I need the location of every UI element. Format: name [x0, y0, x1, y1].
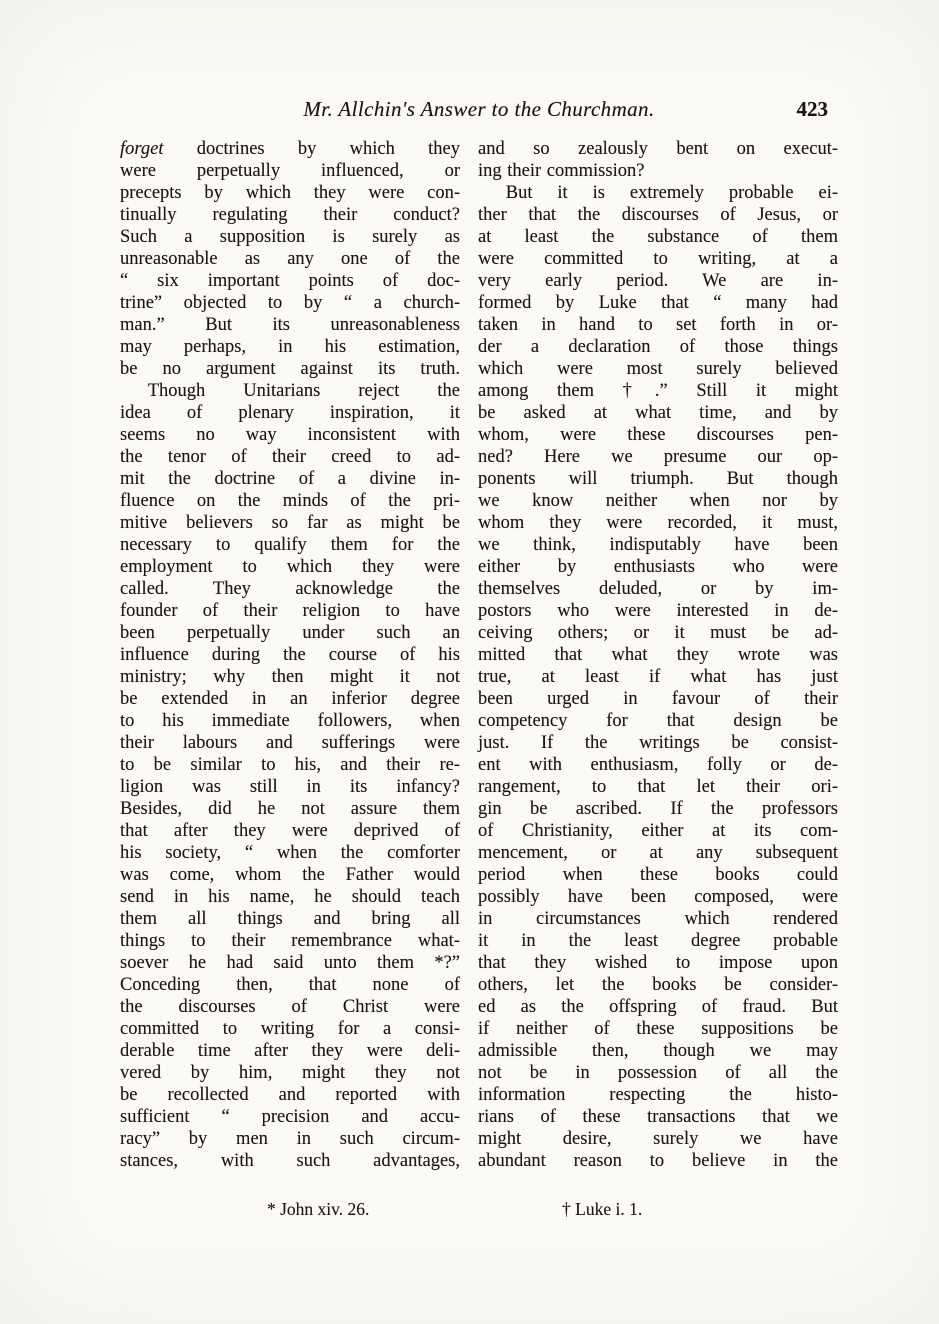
text-line: the tenor of their creed to ad-	[120, 447, 460, 467]
text-line: it in the least degree probable	[478, 931, 838, 951]
text-line: possibly have been composed, were	[478, 887, 838, 907]
text-line: soever he had said unto them *?”	[120, 953, 460, 973]
text-line: unreasonable as any one of the	[120, 249, 460, 269]
text-line: in circumstances which rendered	[478, 909, 838, 929]
right-column	[478, 138, 838, 1172]
text-line: to his immediate followers, when	[120, 711, 460, 731]
text-line: that they wished to impose upon	[478, 953, 838, 973]
text-line: gin be ascribed. If the professors	[478, 799, 838, 819]
text-line: racy” by men in such circum-	[120, 1129, 460, 1149]
page-number: 423	[796, 97, 828, 121]
text-line: ned? Here we presume our op-	[478, 447, 838, 467]
text-line: ther that the discourses of Jesus, or	[478, 205, 838, 225]
text-line: ligion was still in its infancy?	[120, 777, 460, 797]
text-line: send in his name, he should teach	[120, 887, 460, 907]
text-line: were committed to writing, at a	[478, 249, 838, 269]
text-line: just. If the writings be consist-	[478, 733, 838, 753]
text-line: abundant reason to believe in the	[478, 1151, 838, 1171]
text-line: been urged in favour of their	[478, 689, 838, 709]
text-line: we think, indisputably have been	[478, 535, 838, 555]
left-column	[120, 138, 460, 1172]
text-line: and so zealously bent on execut-	[478, 139, 838, 159]
text-line: competency for that design be	[478, 711, 838, 731]
text-line: postors who were interested in de-	[478, 601, 838, 621]
text-line: “ six important points of doc-	[120, 271, 460, 291]
text-line: be recollected and reported with	[120, 1085, 460, 1105]
text-line: precepts by which they were con-	[120, 183, 460, 203]
text-line: whom they were recorded, it must,	[478, 513, 838, 533]
text-line: Besides, did he not assure them	[120, 799, 460, 819]
text-line: the discourses of Christ were	[120, 997, 460, 1017]
text-line: influence during the course of his	[120, 645, 460, 665]
text-line: admissible then, though we may	[478, 1041, 838, 1061]
text-line: Such a supposition is surely as	[120, 227, 460, 247]
page-title: Mr. Allchin's Answer to the Churchman.	[303, 97, 655, 121]
text-line: we know neither when nor by	[478, 491, 838, 511]
text-line: them all things and bring all	[120, 909, 460, 929]
text-line: not be in possession of all the	[478, 1063, 838, 1083]
text-line: themselves deluded, or by im-	[478, 579, 838, 599]
text-line: at least the substance of them	[478, 227, 838, 247]
text-line: stances, with such advantages,	[120, 1151, 460, 1171]
text-line: Though Unitarians reject the	[147, 381, 460, 401]
text-line: be extended in an inferior degree	[120, 689, 460, 709]
article-body	[120, 138, 838, 1172]
text-line: may perhaps, in his estimation,	[120, 337, 460, 357]
text-line: ponents will triumph. But though	[478, 469, 838, 489]
text-line: mitted that what they wrote was	[478, 645, 838, 665]
footnote-john: * John xiv. 26.	[267, 1199, 370, 1219]
text-line: either by enthusiasts who were	[478, 557, 838, 577]
text-line: ceiving others; or it must be ad-	[478, 623, 838, 643]
text-line: seems no way inconsistent with	[120, 425, 460, 445]
text-line: others, let the books be consider-	[478, 975, 838, 995]
text-line: which were most surely believed	[478, 359, 838, 379]
text-line: might desire, surely we have	[478, 1129, 838, 1149]
text-line: der a declaration of those things	[478, 337, 838, 357]
text-line: idea of plenary inspiration, it	[120, 403, 460, 423]
text-line: sufficient “ precision and accu-	[120, 1107, 460, 1127]
text-line: taken in hand to set forth in or-	[478, 315, 838, 335]
text-line: whom, were these discourses pen-	[478, 425, 838, 445]
text-line: if neither of these suppositions be	[478, 1019, 838, 1039]
text-line: vered by him, might they not	[120, 1063, 460, 1083]
text-line: mitive believers so far as might be	[120, 513, 460, 533]
text-line: were perpetually influenced, or	[120, 161, 460, 181]
text-line: very early period. We are in-	[478, 271, 838, 291]
text-line: trine” objected to by “ a church-	[120, 293, 460, 313]
text-line: man.” But its unreasonableness	[120, 315, 460, 335]
text-line: his society, “ when the comforter	[120, 843, 460, 863]
text-line: rians of these transactions that we	[478, 1107, 838, 1127]
text-line: employment to which they were	[120, 557, 460, 577]
text-line: forget doctrines by which they	[120, 139, 460, 159]
text-line: their labours and sufferings were	[120, 733, 460, 753]
text-line: derable time after they were deli-	[120, 1041, 460, 1061]
text-line: to be similar to his, and their re-	[120, 755, 460, 775]
text-line: of Christianity, either at its com-	[478, 821, 838, 841]
text-line: called. They acknowledge the	[120, 579, 460, 599]
text-line: necessary to qualify them for the	[120, 535, 460, 555]
text-line: period when these books could	[478, 865, 838, 885]
text-line: But it is extremely probable ei-	[505, 183, 838, 203]
text-line: tinually regulating their conduct?	[120, 205, 460, 225]
text-line: mit the doctrine of a divine in-	[120, 469, 460, 489]
running-header	[120, 97, 838, 125]
text-line: ent with enthusiasm, folly or de-	[478, 755, 838, 775]
text-line: be asked at what time, and by	[478, 403, 838, 423]
text-line: mencement, or at any subsequent	[478, 843, 838, 863]
footnote-luke: † Luke i. 1.	[562, 1199, 643, 1219]
text-line: information respecting the histo-	[478, 1085, 838, 1105]
text-line: that after they were deprived of	[120, 821, 460, 841]
text-line: ed as the offspring of fraud. But	[478, 997, 838, 1017]
text-line: committed to writing for a consi-	[120, 1019, 460, 1039]
text-line: ministry; why then might it not	[120, 667, 460, 687]
text-line: formed by Luke that “ many had	[478, 293, 838, 313]
text-line: Conceding then, that none of	[120, 975, 460, 995]
text-line: founder of their religion to have	[120, 601, 460, 621]
text-line: fluence on the minds of the pri-	[120, 491, 460, 511]
text-line: ing their commission?	[478, 161, 645, 181]
footnotes	[120, 1199, 838, 1225]
text-line: things to their remembrance what-	[120, 931, 460, 951]
text-line: rangement, to that let their ori-	[478, 777, 838, 797]
text-line: among them †.” Still it might	[478, 381, 838, 401]
text-line: was come, whom the Father would	[120, 865, 460, 885]
text-line: be no argument against its truth.	[120, 359, 460, 379]
text-line: been perpetually under such an	[120, 623, 460, 643]
text-line: true, at least if what has just	[478, 667, 838, 687]
